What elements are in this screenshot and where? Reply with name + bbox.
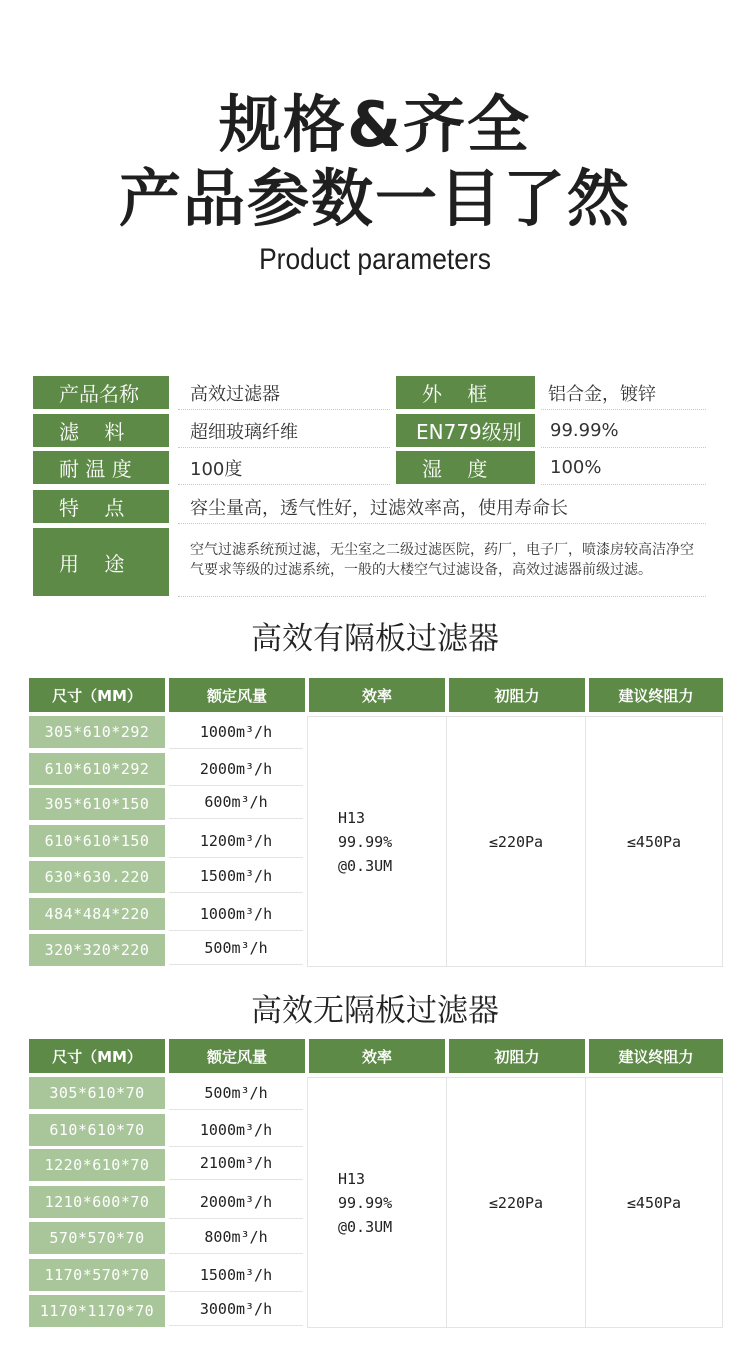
spec-temp-value: 100度 — [190, 458, 243, 480]
table-row-airflow: 1500m³/h — [169, 1259, 303, 1292]
table2-header-size: 尺寸（MM） — [29, 1039, 165, 1073]
table-row-airflow: 1000m³/h — [169, 716, 303, 749]
spec-name-value: 高效过滤器 — [190, 383, 280, 405]
table-row-size: 610*610*70 — [29, 1114, 165, 1146]
table-row-size: 1170*1170*70 — [29, 1295, 165, 1327]
table-row-airflow: 600m³/h — [169, 786, 303, 819]
table-row-airflow: 800m³/h — [169, 1221, 303, 1254]
hero-title-line2: 产品参数一目了然 — [118, 162, 631, 235]
table1 — [29, 678, 723, 968]
table2-header-efficiency: 效率 — [309, 1039, 445, 1073]
table-row-size: 305*610*292 — [29, 716, 165, 748]
table-row-size: 305*610*150 — [29, 788, 165, 820]
table-row-airflow: 500m³/h — [169, 932, 303, 965]
table1-header-efficiency: 效率 — [309, 678, 445, 712]
spec-feature-label: 特 点 — [33, 490, 169, 523]
spec-grade-value: 99.99% — [550, 420, 619, 441]
table1-header-size: 尺寸（MM） — [29, 678, 165, 712]
table-row-airflow: 1500m³/h — [169, 860, 303, 893]
efficiency-grade: H13 — [338, 1169, 366, 1188]
spec-material-label: 滤 料 — [33, 414, 169, 447]
efficiency-particle: @0.3UM — [338, 856, 393, 875]
table1-header-initial-resistance: 初阻力 — [449, 678, 585, 712]
spec-temp-label: 耐 温 度 — [33, 451, 169, 484]
table-row-size: 610*610*292 — [29, 753, 165, 785]
table1-title: 高效有隔板过滤器 — [251, 621, 499, 657]
table-row-size: 610*610*150 — [29, 825, 165, 857]
table1-efficiency-cell — [307, 716, 447, 967]
table2 — [29, 1039, 723, 1329]
spec-material-value: 超细玻璃纤维 — [190, 421, 298, 443]
table-row-size: 1210*600*70 — [29, 1186, 165, 1218]
spec-feature-value: 容尘量高，透气性好，过滤效率高，使用寿命长 — [190, 497, 568, 519]
table-row-airflow: 3000m³/h — [169, 1293, 303, 1326]
efficiency-percent: 99.99% — [338, 1193, 393, 1212]
spec-usage-label: 用 途 — [33, 528, 169, 596]
spec-frame-label: 外 框 — [396, 376, 535, 409]
table-row-airflow: 1000m³/h — [169, 1114, 303, 1147]
table2-header-airflow: 额定风量 — [169, 1039, 305, 1073]
table-row-airflow: 500m³/h — [169, 1077, 303, 1110]
hero-title-line1: 规格&齐全 — [218, 88, 532, 161]
spec-humidity-value: 100% — [550, 457, 602, 478]
spec-name-label: 产品名称 — [33, 376, 169, 409]
table-row-size: 630*630.220 — [29, 861, 165, 893]
table2-final-resistance-cell: ≤450Pa — [585, 1077, 723, 1328]
table1-initial-resistance-cell: ≤220Pa — [446, 716, 586, 967]
table1-header-airflow: 额定风量 — [169, 678, 305, 712]
table-row-airflow: 2000m³/h — [169, 753, 303, 786]
table2-efficiency-cell — [307, 1077, 447, 1328]
spec-table — [33, 376, 706, 596]
table-row-size: 484*484*220 — [29, 898, 165, 930]
spec-usage-value: 空气过滤系统预过滤，无尘室之二级过滤医院，药厂，电子厂，喷漆房较高洁净空气要求等级的过滤系统，一般的大楼空气过滤设备，高效过滤器前级过滤。 — [190, 542, 694, 578]
table2-initial-resistance-cell: ≤220Pa — [446, 1077, 586, 1328]
table-row-airflow: 1000m³/h — [169, 898, 303, 931]
table1-header-final-resistance: 建议终阻力 — [589, 678, 723, 712]
table-row-airflow: 2000m³/h — [169, 1186, 303, 1219]
spec-frame-value: 铝合金，镀锌 — [548, 383, 656, 405]
table-row-size: 1220*610*70 — [29, 1149, 165, 1181]
table1-final-resistance-cell: ≤450Pa — [585, 716, 723, 967]
table2-title: 高效无隔板过滤器 — [251, 993, 499, 1029]
table-row-size: 570*570*70 — [29, 1222, 165, 1254]
efficiency-percent: 99.99% — [338, 832, 393, 851]
table-row-airflow: 2100m³/h — [169, 1147, 303, 1180]
efficiency-grade: H13 — [338, 808, 366, 827]
table-row-size: 320*320*220 — [29, 934, 165, 966]
table-row-airflow: 1200m³/h — [169, 825, 303, 858]
spec-grade-label: EN779级别 — [396, 414, 535, 447]
table2-header-initial-resistance: 初阻力 — [449, 1039, 585, 1073]
table-row-size: 1170*570*70 — [29, 1259, 165, 1291]
hero-subtitle: Product parameters — [259, 243, 491, 276]
table2-header-final-resistance: 建议终阻力 — [589, 1039, 723, 1073]
table-row-size: 305*610*70 — [29, 1077, 165, 1109]
spec-humidity-label: 湿 度 — [396, 451, 535, 484]
efficiency-particle: @0.3UM — [338, 1217, 393, 1236]
